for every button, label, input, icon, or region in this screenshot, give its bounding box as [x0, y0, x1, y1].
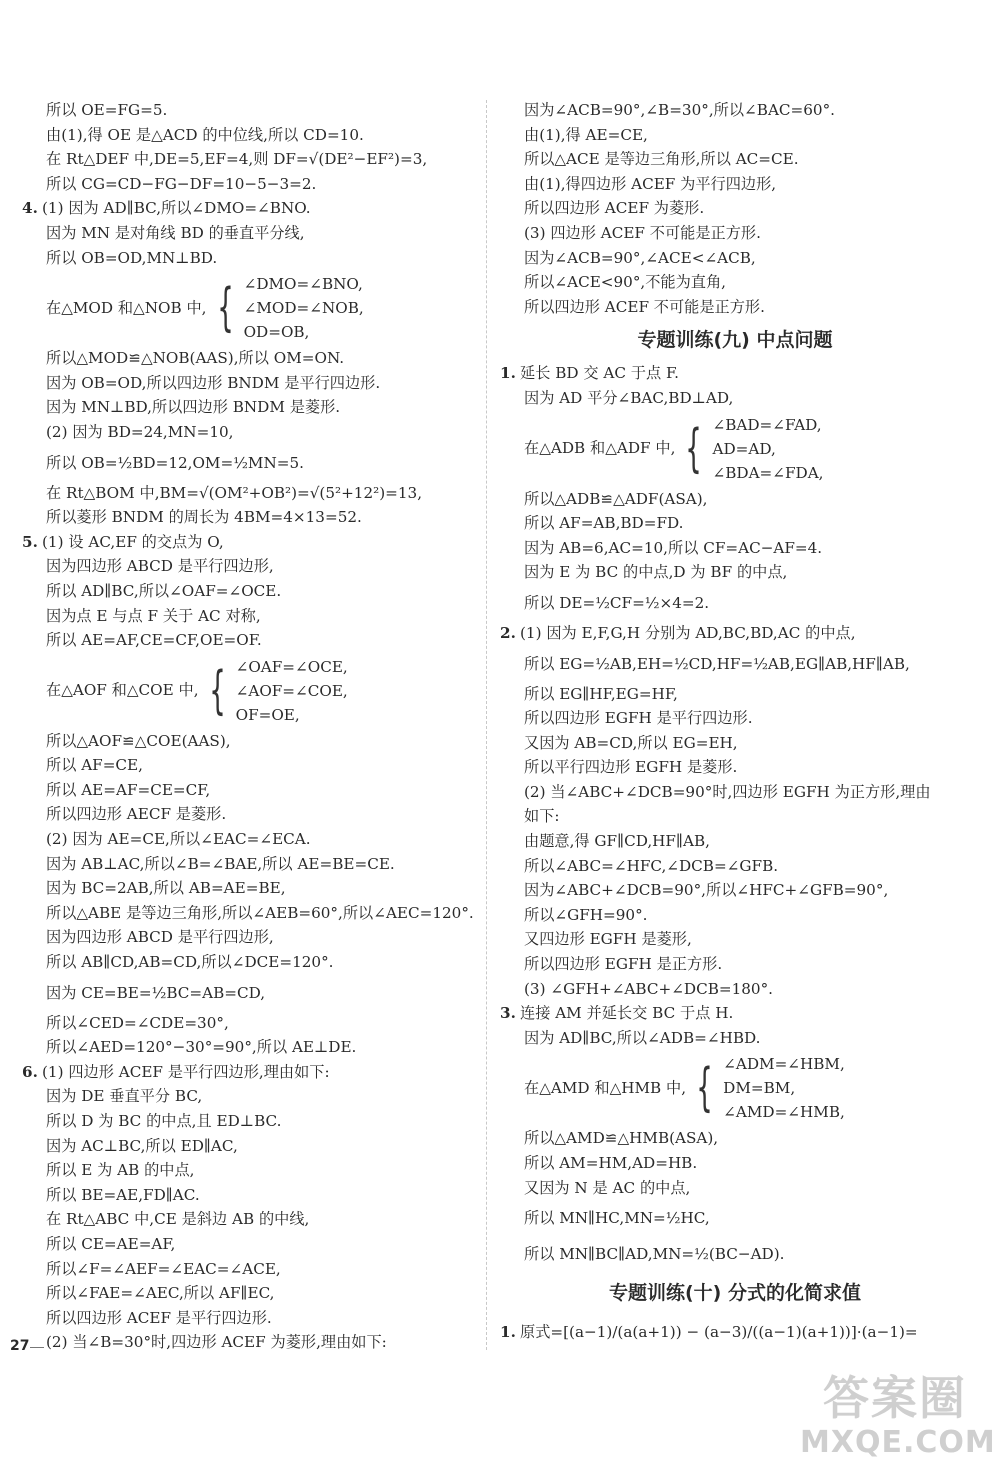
line-text: 所以 OE=FG=5. — [46, 101, 168, 119]
solution-line — [500, 878, 970, 903]
line-text: 因为 E 为 BC 的中点,D 为 BF 的中点, — [524, 563, 788, 582]
proof-system-block — [500, 413, 970, 485]
line-text: 所以 AF=CE, — [46, 756, 143, 775]
proof-condition: ∠DMO=∠BNO, — [243, 275, 363, 294]
line-text: (2) 当∠B=30°时,四边形 ACEF 为菱形,理由如下: — [46, 1333, 387, 1352]
solution-line — [22, 1011, 477, 1036]
solution-line — [500, 1126, 970, 1151]
line-text: 延长 BD 交 AC 于点 F. — [520, 364, 679, 383]
proof-system-prefix: 在△ADB 和△ADF 中, — [524, 439, 676, 458]
line-text: 所以四边形 ACEF 是平行四边形. — [46, 1308, 272, 1327]
line-text: 所以四边形 ACEF 为菱形. — [524, 199, 705, 218]
solution-line — [22, 221, 477, 246]
line-text: 所以平行四边形 EGFH 是菱形. — [524, 758, 738, 777]
line-text: 因为 MN 是对角线 BD 的垂直平分线, — [46, 223, 305, 242]
solution-line — [22, 505, 477, 530]
solution-line — [22, 1035, 477, 1060]
line-text: 由(1),得 AE=CE, — [524, 125, 648, 144]
column-divider — [486, 100, 487, 1350]
line-text: 所以△ADB≌△ADF(ASA), — [524, 489, 708, 508]
line-text: 所以 OB=OD,MN⊥BD. — [46, 248, 218, 267]
line-text: 由(1),得 OE 是△ACD 的中位线,所以 CD=10. — [46, 125, 364, 144]
solution-line — [500, 952, 970, 977]
line-text: 在 Rt△DEF 中,DE=5,EF=4,则 DF=√(DE²−EF²)=3, — [46, 150, 428, 169]
problem-number: 1. — [500, 1323, 516, 1342]
solution-line — [22, 481, 477, 506]
solution-line — [500, 854, 970, 879]
line-text: 所以 AE=AF,CE=CF,OE=OF. — [46, 631, 262, 650]
solution-line — [22, 1257, 477, 1282]
line-text: 因为∠ABC+∠DCB=90°,所以∠HFC+∠GFB=90°, — [524, 881, 889, 900]
line-text: 因为 MN⊥BD,所以四边形 BNDM 是菱形. — [46, 398, 341, 417]
line-text: 所以∠F=∠AEF=∠EAC=∠ACE, — [46, 1259, 281, 1278]
problem-number: 3. — [500, 1004, 516, 1023]
proof-condition: ∠AOF=∠COE, — [235, 681, 348, 700]
watermark-url: MXQE.COM — [800, 1425, 996, 1460]
line-text: 由(1),得四边形 ACEF 为平行四边形, — [524, 174, 777, 193]
line-text: 所以∠ABC=∠HFC,∠DCB=∠GFB. — [524, 856, 779, 875]
left-brace-icon: { — [208, 660, 226, 721]
left-brace-icon: { — [685, 418, 703, 479]
line-text: 所以 AE=AF=CE=CF, — [46, 780, 211, 799]
line-text: 又因为 N 是 AC 的中点, — [524, 1178, 691, 1197]
line-text: 因为 AB⊥AC,所以∠B=∠BAE,所以 AE=BE=CE. — [46, 854, 395, 873]
solution-line — [500, 1026, 970, 1051]
solution-line — [22, 1158, 477, 1183]
right-column — [500, 98, 970, 1350]
proof-condition: OD=OB, — [243, 323, 310, 342]
line-text: 所以四边形 AECF 是菱形. — [46, 805, 227, 824]
solution-line — [22, 123, 477, 148]
solution-line — [22, 950, 477, 975]
line-text: 因为 AD∥BC,所以∠ADB=∠HBD. — [524, 1028, 761, 1047]
line-text: 因为 AB=6,AC=10,所以 CF=AC−AF=4. — [524, 538, 823, 557]
line-text: 因为点 E 与点 F 关于 AC 对称, — [46, 606, 261, 625]
solution-line — [500, 98, 970, 123]
solution-line — [500, 511, 970, 536]
solution-line — [22, 1281, 477, 1306]
solution-line — [500, 646, 970, 682]
problem-number: 2. — [500, 623, 516, 642]
solution-line — [500, 731, 970, 756]
line-text: 所以△AOF≌△COE(AAS), — [46, 731, 231, 750]
line-text: 所以 D 为 BC 的中点,且 ED⊥BC. — [46, 1112, 282, 1130]
line-text: 在 Rt△ABC 中,CE 是斜边 AB 的中线, — [46, 1210, 310, 1229]
problem-number: 6. — [22, 1062, 38, 1081]
proof-condition: AD=AD, — [712, 439, 776, 458]
line-text: 因为 OB=OD,所以四边形 BNDM 是平行四边形. — [46, 373, 381, 392]
line-text: 所以 EG∥HF,EG=HF, — [524, 684, 678, 703]
solution-line — [22, 371, 477, 396]
line-text: 因为四边形 ABCD 是平行四边形, — [46, 928, 274, 947]
line-text: 因为 CE=BE=½BC=AB=CD, — [46, 983, 266, 1002]
watermark-logo — [800, 1370, 996, 1466]
solution-line — [22, 925, 477, 950]
line-text: 所以△ABE 是等边三角形,所以∠AEB=60°,所以∠AEC=120°. — [46, 903, 474, 922]
line-text: 所以 AD∥BC,所以∠OAF=∠OCE. — [46, 581, 282, 600]
line-text: 所以∠ACE<90°,不能为直角, — [524, 273, 727, 292]
line-text: 所以∠AED=120°−30°=90°,所以 AE⊥DE. — [46, 1038, 357, 1057]
line-text: (2) 当∠ABC+∠DCB=90°时,四边形 EGFH 为正方形,理由 — [524, 782, 931, 801]
line-text: 因为 AD 平分∠BAC,BD⊥AD, — [524, 388, 734, 407]
proof-condition: ∠OAF=∠OCE, — [235, 657, 348, 676]
solution-line — [500, 927, 970, 952]
proof-condition: ∠BAD=∠FAD, — [712, 415, 822, 434]
proof-system-items — [713, 413, 824, 485]
line-text: (2) 因为 BD=24,MN=10, — [46, 422, 234, 441]
solution-line — [22, 729, 477, 754]
line-text: 所以四边形 ACEF 不可能是正方形. — [524, 297, 765, 316]
line-text: 所以 CG=CD−FG−DF=10−5−3=2. — [46, 174, 317, 193]
proof-condition: DM=BM, — [723, 1079, 796, 1098]
solution-line — [500, 295, 970, 320]
line-text: (3) 四边形 ACEF 不可能是正方形. — [524, 223, 761, 242]
solution-line — [22, 1183, 477, 1208]
solution-line — [22, 852, 477, 877]
line-text: 连接 AM 并延长交 BC 于点 H. — [520, 1004, 734, 1023]
solution-line — [500, 123, 970, 148]
line-text: 所以△MOD≌△NOB(AAS),所以 OM=ON. — [46, 349, 345, 368]
line-text: 所以 E 为 AB 的中点, — [46, 1161, 195, 1180]
solution-line — [22, 753, 477, 778]
line-text: 在 Rt△BOM 中,BM=√(OM²+OB²)=√(5²+12²)=13, — [46, 483, 423, 502]
solution-line — [22, 1306, 477, 1331]
solution-line — [22, 172, 477, 197]
solution-line — [500, 829, 970, 854]
line-text: 所以∠FAE=∠AEC,所以 AF∥EC, — [46, 1284, 275, 1303]
line-text: 因为∠ACB=90°,∠B=30°,所以∠BAC=60°. — [524, 101, 836, 119]
solution-line — [22, 604, 477, 629]
solution-line — [22, 1330, 477, 1355]
section-title: 专题训练(十) 分式的化简求值 — [609, 1282, 861, 1305]
solution-line — [500, 147, 970, 172]
left-brace-icon: { — [216, 278, 234, 339]
solution-line — [22, 98, 477, 123]
proof-system-prefix: 在△AMD 和△HMB 中, — [524, 1079, 687, 1098]
line-text: 因为 BC=2AB,所以 AB=AE=BE, — [46, 879, 286, 898]
problem-number: 5. — [22, 532, 38, 551]
proof-system-prefix: 在△MOD 和△NOB 中, — [46, 298, 207, 317]
solution-line — [500, 270, 970, 295]
line-text: (2) 因为 AE=CE,所以∠EAC=∠ECA. — [46, 830, 311, 849]
line-text: 所以△ACE 是等边三角形,所以 AC=CE. — [524, 150, 799, 169]
line-text: 又因为 AB=CD,所以 EG=EH, — [524, 733, 738, 752]
solution-line — [500, 585, 970, 621]
page-number: 27 — [10, 1338, 30, 1354]
line-text: 所以 CE=AE=AF, — [46, 1234, 176, 1253]
solution-line — [22, 554, 477, 579]
problem-number: 4. — [22, 199, 38, 218]
line-text: 因为四边形 ABCD 是平行四边形, — [46, 557, 274, 576]
problem-line — [500, 1314, 970, 1350]
solution-line — [22, 147, 477, 172]
line-text: 所以四边形 EGFH 是平行四边形. — [524, 709, 753, 728]
solution-line — [22, 628, 477, 653]
solution-line — [500, 706, 970, 731]
line-text: 所以四边形 EGFH 是正方形. — [524, 955, 723, 974]
line-text: 所以菱形 BNDM 的周长为 4BM=4×13=52. — [46, 508, 362, 527]
solution-line — [500, 487, 970, 512]
line-text: 由题意,得 GF∥CD,HF∥AB, — [524, 832, 710, 851]
solution-line — [500, 196, 970, 221]
solution-line — [500, 977, 970, 1002]
solution-line — [22, 1084, 477, 1109]
line-text: 所以 MN∥BC∥AD,MN=½(BC−AD). — [524, 1245, 785, 1264]
line-text: 如下: — [524, 807, 560, 826]
proof-condition: ∠BDA=∠FDA, — [712, 463, 824, 482]
left-column — [22, 98, 477, 1355]
line-text: (1) 因为 E,F,G,H 分别为 AD,BC,BD,AC 的中点, — [520, 623, 856, 642]
line-text: 原式=[(a−1)/(a(a+1)) − (a−3)/((a−1)(a+1))]·(a−1)= — [520, 1323, 918, 1342]
line-text: 因为 AC⊥BC,所以 ED∥AC, — [46, 1136, 238, 1155]
problem-line — [22, 1060, 477, 1085]
line-text: 所以 AM=HM,AD=HB. — [524, 1154, 698, 1172]
proof-system-block — [500, 1052, 970, 1124]
solution-line — [22, 778, 477, 803]
line-text: 所以 AB∥CD,AB=CD,所以∠DCE=120°. — [46, 953, 334, 972]
line-text: 所以△AMD≌△HMB(ASA), — [524, 1129, 719, 1148]
solution-line — [500, 1151, 970, 1176]
solution-line — [22, 975, 477, 1011]
proof-system-block — [22, 272, 477, 344]
line-text: 所以 MN∥HC,MN=½HC, — [524, 1209, 710, 1228]
solution-line — [500, 536, 970, 561]
section-title: 专题训练(九) 中点问题 — [637, 329, 833, 352]
left-brace-icon: { — [696, 1058, 713, 1119]
solution-line — [500, 682, 970, 707]
problem-line — [22, 196, 477, 221]
line-text: 因为 DE 垂直平分 BC, — [46, 1087, 203, 1106]
solution-line — [22, 827, 477, 852]
line-text: 所以 BE=AE,FD∥AC. — [46, 1185, 200, 1204]
problem-line — [500, 621, 970, 646]
solution-line — [500, 246, 970, 271]
proof-condition: OF=OE, — [235, 705, 300, 724]
solution-line — [500, 780, 970, 805]
proof-condition: ∠MOD=∠NOB, — [243, 299, 364, 318]
solution-line — [22, 802, 477, 827]
line-text: 所以∠CED=∠CDE=30°, — [46, 1013, 229, 1032]
line-text: 所以 EG=½AB,EH=½CD,HF=½AB,EG∥AB,HF∥AB, — [524, 654, 910, 673]
solution-line — [500, 755, 970, 780]
line-text: 所以 OB=½BD=12,OM=½MN=5. — [46, 453, 304, 472]
problem-line — [500, 1001, 970, 1026]
solution-line — [500, 903, 970, 928]
proof-system-items — [236, 655, 348, 727]
proof-system-items — [723, 1052, 845, 1124]
solution-line — [22, 579, 477, 604]
solution-line — [22, 1232, 477, 1257]
proof-condition: ∠ADM=∠HBM, — [723, 1055, 845, 1074]
problem-line — [500, 361, 970, 386]
solution-line — [22, 901, 477, 926]
solution-line — [500, 1176, 970, 1201]
proof-system-block — [22, 655, 477, 727]
line-text: (1) 因为 AD∥BC,所以∠DMO=∠BNO. — [42, 199, 311, 218]
proof-system-items — [244, 272, 364, 344]
solution-line — [22, 445, 477, 481]
problem-line — [22, 530, 477, 555]
line-text: (3) ∠GFH+∠ABC+∠DCB=180°. — [524, 979, 774, 998]
solution-line — [22, 1207, 477, 1232]
solution-line — [22, 420, 477, 445]
solution-line — [500, 221, 970, 246]
solution-line — [22, 246, 477, 271]
solution-line — [500, 560, 970, 585]
solution-line — [22, 876, 477, 901]
problem-number: 1. — [500, 364, 516, 383]
proof-condition: ∠AMD=∠HMB, — [723, 1103, 845, 1122]
line-text: 所以∠GFH=90°. — [524, 905, 648, 924]
solution-line — [500, 804, 970, 829]
solution-line — [22, 1109, 477, 1134]
solution-line — [22, 395, 477, 420]
line-text: (1) 设 AC,EF 的交点为 O, — [42, 532, 224, 551]
line-text: 所以 DE=½CF=½×4=2. — [524, 593, 710, 612]
solution-line — [500, 1200, 970, 1236]
proof-system-prefix: 在△AOF 和△COE 中, — [46, 681, 199, 700]
line-text: 因为∠ACB=90°,∠ACE<∠ACB, — [524, 248, 756, 267]
solution-line — [22, 1134, 477, 1159]
line-text: (1) 四边形 ACEF 是平行四边形,理由如下: — [42, 1062, 330, 1081]
solution-line — [22, 346, 477, 371]
solution-line — [500, 1236, 970, 1272]
line-text: 又四边形 EGFH 是菱形, — [524, 930, 692, 949]
solution-line — [500, 172, 970, 197]
solution-line — [500, 386, 970, 411]
line-text: 所以 AF=AB,BD=FD. — [524, 514, 684, 533]
watermark-main: 答案圈 — [823, 1371, 967, 1425]
page-number-rule — [30, 1347, 44, 1348]
